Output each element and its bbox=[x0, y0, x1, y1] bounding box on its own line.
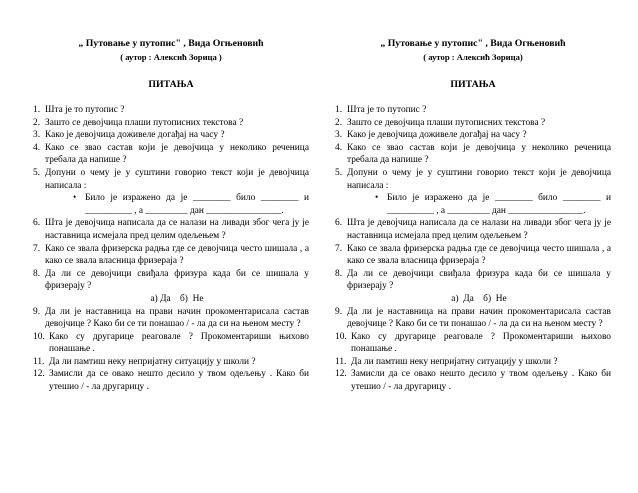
question-text: Како је девојчица доживеле догађај на часу ? bbox=[45, 130, 225, 141]
question-text: Шта је девојчица написала да се налази на ливади због чега ју је наставница исмејала пред целим одељењем ? bbox=[347, 218, 611, 241]
question-number: 6. bbox=[335, 218, 343, 229]
question-number: 5. bbox=[335, 167, 343, 178]
question-item bbox=[33, 331, 309, 356]
question-number: 8. bbox=[335, 268, 343, 279]
question-text: Шта је девојчица написала да се налази на ливади због чега ју је наставница исмејала пред целим одељењем ? bbox=[45, 218, 309, 241]
question-text: Допуни о чему је у суштини говорио текст који је девојчица написала : bbox=[45, 167, 309, 191]
questions-heading: ПИТАЊА bbox=[148, 79, 194, 90]
fill-in-text: Било је изражено да је ________ било ________ и __________ , а _________ дан ________________. bbox=[85, 193, 309, 216]
question-text: Како су другарице реаговале ? Прокоментариши њихово понашање . bbox=[351, 331, 611, 355]
question-item bbox=[33, 167, 309, 217]
question-number: 9. bbox=[335, 306, 343, 317]
answer-options: а) Да б) Не bbox=[150, 293, 204, 304]
fill-in-sentence bbox=[347, 192, 611, 217]
question-item bbox=[33, 129, 309, 142]
question-number: 9. bbox=[33, 306, 41, 317]
question-text: Зашто се девојчица плаши путописних текстова ? bbox=[347, 117, 546, 128]
worksheet-title: „ Путовање у путопис" , Вида Огњеновић bbox=[78, 38, 264, 49]
question-text: Допуни о чему је у суштини говорио текст који је девојчица написала : bbox=[347, 167, 611, 191]
question-item bbox=[335, 104, 611, 117]
question-item bbox=[335, 243, 611, 268]
questions-list bbox=[335, 104, 611, 394]
question-item bbox=[335, 167, 611, 217]
question-number: 1. bbox=[335, 105, 343, 115]
question-number: 11. bbox=[335, 356, 347, 367]
question-number: 3. bbox=[335, 130, 343, 141]
worksheet-left bbox=[33, 0, 309, 394]
question-number: 10. bbox=[33, 331, 45, 342]
question-item bbox=[335, 142, 611, 167]
question-number: 2. bbox=[335, 117, 343, 128]
fill-in-sentence bbox=[45, 192, 309, 217]
answer-options: а) Да б) Не bbox=[451, 293, 507, 304]
question-text: Замисли да се овако нешто десило у твом одељењу . Како би утешио / - ла другарицу . bbox=[49, 369, 309, 393]
question-item bbox=[335, 129, 611, 142]
questions-list bbox=[33, 104, 309, 394]
questions-heading: ПИТАЊА bbox=[450, 79, 496, 90]
question-number: 5. bbox=[33, 167, 41, 178]
question-text: Да ли се девојчици свиђала фризура када би се шишала у фризерају ? bbox=[45, 268, 309, 292]
question-number: 6. bbox=[33, 218, 41, 229]
worksheet-title: „ Путовање у путопис" , Вида Огњеновић bbox=[380, 38, 566, 49]
question-item bbox=[335, 356, 611, 369]
question-item bbox=[335, 306, 611, 331]
question-text: Да ли је наставница на прави начин прокоментарисала састав девојчице ? Како би се ти понашао / - ла да си на њеном месту ? bbox=[45, 306, 309, 330]
question-text: Да ли памтиш неку непријатну ситуацију у школи ? bbox=[49, 356, 256, 367]
question-item bbox=[33, 104, 309, 117]
question-text: Да ли памтиш неку непријатну ситуацију у школи ? bbox=[351, 356, 558, 367]
question-text: Како су другарице реаговале ? Прокоментариши њихово понашање . bbox=[49, 331, 309, 355]
question-item bbox=[33, 368, 309, 393]
question-item bbox=[33, 217, 309, 242]
question-number: 11. bbox=[33, 356, 45, 367]
question-number: 3. bbox=[33, 130, 41, 141]
question-number: 12. bbox=[33, 369, 45, 380]
question-text: Да ли се девојчици свиђала фризура када би се шишала у фризерају ? bbox=[347, 268, 611, 292]
question-number: 12. bbox=[335, 369, 347, 380]
fill-in-text: Било је изражено да је ________ било ________ и __________ , а _________ дан ________________. bbox=[387, 193, 611, 216]
question-text: Шта је то путопис ? bbox=[347, 105, 427, 115]
worksheet-right bbox=[335, 0, 611, 394]
question-number: 4. bbox=[33, 142, 41, 153]
question-item bbox=[335, 368, 611, 393]
question-number: 10. bbox=[335, 331, 347, 342]
worksheet-author: ( аутор : Алексић Зорица ) bbox=[120, 52, 222, 62]
question-number: 8. bbox=[33, 268, 41, 279]
question-item bbox=[335, 268, 611, 306]
question-number: 7. bbox=[33, 243, 41, 254]
question-item bbox=[33, 356, 309, 369]
question-item bbox=[33, 268, 309, 306]
bullet-icon: • bbox=[375, 193, 379, 204]
question-text: Како се звао састав који је девојчица у неколико реченица требала да напише ? bbox=[347, 142, 611, 166]
question-number: 2. bbox=[33, 117, 41, 128]
question-text: Замисли да се овако нешто десило у твом одељењу . Како би утешио / - ла другарицу . bbox=[351, 369, 611, 393]
question-item bbox=[33, 142, 309, 167]
question-text: Зашто се девојчица плаши путописних текстова ? bbox=[45, 117, 244, 128]
question-item bbox=[335, 331, 611, 356]
question-text: Да ли је наставница на прави начин прокоментарисала састав девојчице ? Како би се ти понашао / - ла да си на њеном месту ? bbox=[347, 306, 611, 330]
question-number: 7. bbox=[335, 243, 343, 254]
question-number: 1. bbox=[33, 105, 41, 115]
question-number: 4. bbox=[335, 142, 343, 153]
bullet-icon: • bbox=[73, 193, 77, 204]
worksheet-author: ( аутор : Алексић Зорица) bbox=[423, 52, 523, 62]
question-text: Како се звала фризерска радња где се девојчица често шишала , а како се звала власница фризераја ? bbox=[45, 243, 309, 267]
question-item bbox=[33, 117, 309, 130]
question-item bbox=[335, 217, 611, 242]
question-text: Како се звала фризерска радња где се девојчица често шишала , а како се звала власница фризераја ? bbox=[347, 243, 611, 267]
question-item bbox=[33, 243, 309, 268]
question-text: Како је девојчица доживеле догађај на часу ? bbox=[347, 130, 527, 141]
question-item bbox=[335, 117, 611, 130]
question-text: Како се звао састав који је девојчица у неколико реченица требала да напише ? bbox=[45, 142, 309, 166]
question-item bbox=[33, 306, 309, 331]
question-text: Шта је то путопис ? bbox=[45, 105, 125, 115]
